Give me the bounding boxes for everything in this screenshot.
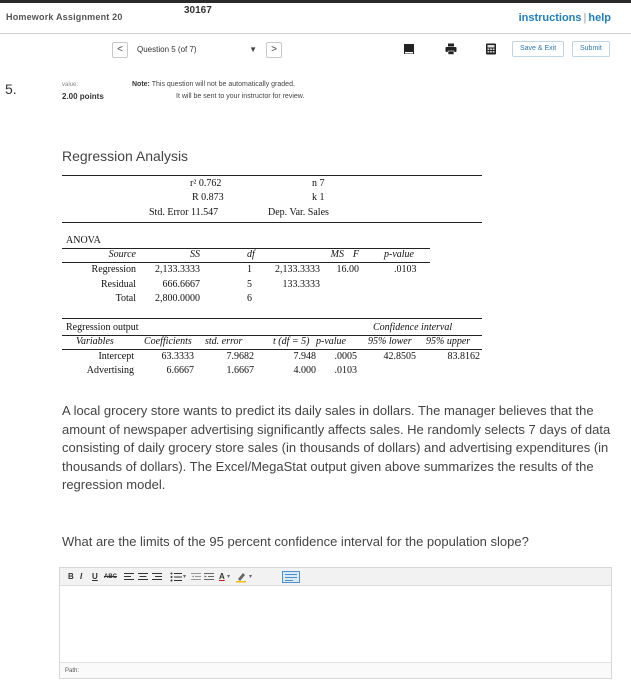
bold-button[interactable]: B: [68, 572, 74, 581]
assignment-id: 30167: [184, 5, 212, 16]
output-header-upper: 95% upper: [426, 336, 471, 347]
anova-cell: Total: [115, 293, 136, 304]
divider: [62, 175, 482, 176]
anova-cell: 16.00: [336, 264, 359, 275]
assignment-title: Homework Assignment 20: [6, 12, 123, 22]
anova-label: ANOVA: [66, 235, 101, 246]
anova-cell: 6: [247, 293, 252, 304]
anova-cell: 133.3333: [282, 279, 320, 290]
question-selector-label: Question 5 (of 7): [137, 45, 197, 54]
prev-question-button[interactable]: <: [112, 42, 128, 58]
r-value: R 0.873: [192, 192, 224, 203]
highlight-icon[interactable]: [235, 571, 247, 583]
output-cell: .0103: [334, 365, 357, 376]
question-navigation: [0, 36, 631, 64]
output-cell: 6.6667: [166, 365, 194, 376]
font-color-button[interactable]: A: [219, 572, 225, 581]
value-label: value:: [62, 82, 79, 88]
output-cell: Advertising: [86, 365, 134, 376]
editor-path: Path:: [60, 662, 611, 678]
anova-cell: .0103: [394, 264, 417, 275]
n-value: n 7: [312, 178, 325, 189]
output-header-std-error: std. error: [205, 336, 243, 347]
anova-cell: 1: [247, 264, 252, 275]
ci-label: Confidence interval: [373, 322, 453, 333]
output-header-variables: Variables: [76, 336, 114, 347]
question-points: 2.00 points: [62, 92, 104, 101]
print-icon[interactable]: [445, 43, 457, 55]
anova-cell: Residual: [101, 279, 136, 290]
output-header-pvalue: p-value: [316, 336, 346, 347]
regression-title: Regression Analysis: [62, 148, 189, 164]
output-cell: 7.948: [293, 351, 316, 362]
output-cell: 63.3333: [161, 351, 194, 362]
dep-var: Dep. Var. Sales: [268, 207, 329, 218]
anova-header-pvalue: p-value: [384, 249, 414, 260]
submit-button[interactable]: Submit: [572, 41, 610, 57]
anova-header-df: df: [247, 249, 255, 260]
output-cell: 42.8505: [383, 351, 416, 362]
underline-button[interactable]: U: [92, 572, 98, 581]
anova-cell: 2,133.3333: [275, 264, 320, 275]
instructions-link[interactable]: instructions: [518, 12, 582, 24]
help-link[interactable]: help: [588, 12, 611, 24]
divider: [62, 335, 482, 336]
bullet-list-icon[interactable]: [170, 571, 182, 583]
note-line-1: This question will not be automatically graded.: [151, 81, 295, 88]
question-selector[interactable]: [131, 41, 261, 59]
chevron-down-icon[interactable]: ▾: [183, 574, 187, 580]
divider: [62, 222, 482, 223]
equation-icon[interactable]: [282, 571, 300, 583]
strikethrough-button[interactable]: ABC: [104, 574, 117, 580]
question-number: 5.: [5, 81, 17, 97]
next-question-button[interactable]: >: [266, 42, 282, 58]
output-label: Regression output: [66, 322, 139, 333]
output-header-coefficients: Coefficients: [144, 336, 192, 347]
divider: [62, 262, 430, 263]
italic-button[interactable]: I: [80, 572, 83, 581]
anova-header-ss: SS: [190, 249, 200, 260]
r-squared: r² 0.762: [190, 178, 222, 189]
anova-cell: Regression: [91, 264, 136, 275]
output-header-lower: 95% lower: [368, 336, 412, 347]
note-label: Note:: [132, 81, 150, 88]
std-error: Std. Error 11.547: [149, 207, 219, 218]
save-exit-button[interactable]: Save & Exit: [512, 41, 564, 57]
anova-header-ms: MS: [330, 249, 344, 260]
anova-cell: 2,133.3333: [155, 264, 200, 275]
output-cell: 4.000: [293, 365, 316, 376]
anova-header-f: F: [352, 249, 359, 260]
calculator-icon[interactable]: [485, 43, 497, 55]
anova-cell: 5: [247, 279, 252, 290]
anova-header-source: Source: [108, 249, 136, 260]
top-links: instructions | help: [518, 12, 611, 24]
top-bar: [0, 0, 631, 34]
anova-cell: 2,800.0000: [155, 293, 200, 304]
chevron-down-icon[interactable]: ▾: [249, 574, 253, 580]
output-cell: 83.8162: [447, 351, 480, 362]
note-line-2: It will be sent to your instructor for review.: [176, 93, 305, 100]
chevron-down-icon[interactable]: ▾: [227, 574, 231, 580]
divider: [62, 349, 482, 350]
output-cell: .0005: [334, 351, 357, 362]
align-left-icon[interactable]: [124, 571, 134, 583]
problem-description: A local grocery store wants to predict its daily sales in dollars. The manager believes that the amount of newspaper advertising significantly affects sales. He randomly selects 7 days of data consisting of daily grocery store sales (in thousands of dollars) and advertising expenditures (in thousands of dollars). The Excel/MegaStat output given above summarizes the results of the regression model.: [62, 403, 611, 492]
k-value: k 1: [312, 192, 325, 203]
editor-toolbar: [60, 568, 611, 586]
grading-note: [132, 81, 295, 88]
align-right-icon[interactable]: [152, 571, 162, 583]
chevron-down-icon: ▼: [249, 45, 257, 54]
output-header-t: t (df = 5): [273, 336, 310, 347]
output-cell: 7.9682: [226, 351, 254, 362]
answer-editor: [59, 567, 612, 679]
divider: [62, 318, 482, 319]
align-center-icon[interactable]: [138, 571, 148, 583]
output-cell: Intercept: [98, 351, 134, 362]
answer-input[interactable]: [60, 586, 611, 662]
question-prompt: What are the limits of the 95 percent confidence interval for the population slope?: [62, 534, 529, 549]
anova-cell: 666.6667: [162, 279, 200, 290]
book-icon[interactable]: [403, 43, 415, 55]
output-cell: 1.6667: [226, 365, 254, 376]
indent-icon[interactable]: [204, 571, 214, 583]
outdent-icon[interactable]: [191, 571, 201, 583]
